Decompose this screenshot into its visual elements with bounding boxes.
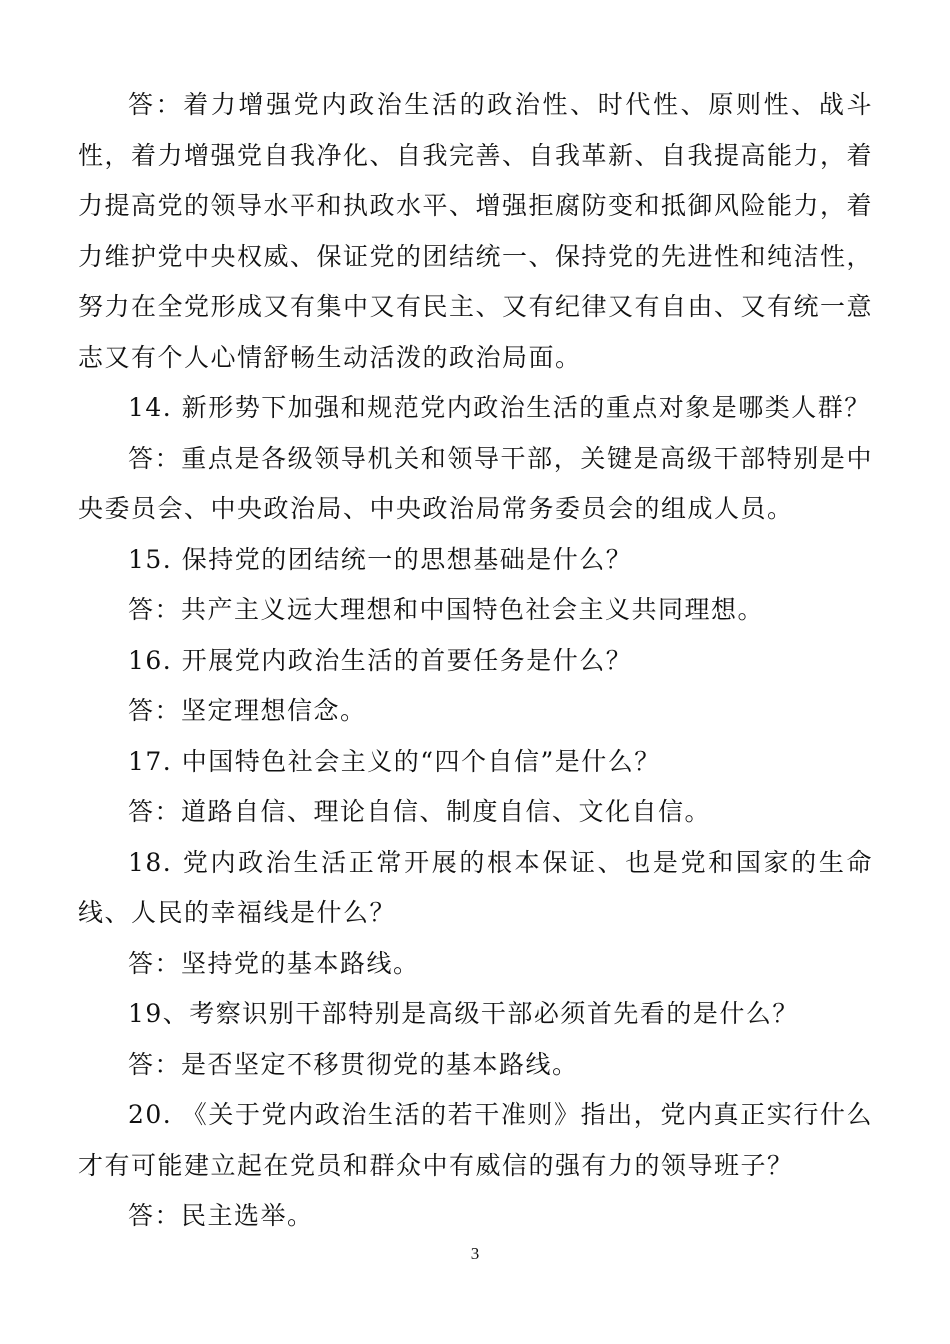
question-paragraph: 19、考察识别干部特别是高级干部必须首先看的是什么？ <box>128 999 799 1028</box>
question-paragraph: 17. 中国特色社会主义的“四个自信”是什么？ <box>128 746 661 776</box>
page-number: 3 <box>470 1244 480 1263</box>
answer-paragraph: 答：坚持党的基本路线。 <box>128 948 420 978</box>
answer-paragraph: 答：道路自信、理论自信、制度自信、文化自信。 <box>128 797 712 826</box>
question-paragraph: 20. 《关于党内政治生活的若干准则》指出，党内真正实行什么才有可能建立起在党员和群众中有威信的强有力的领导班子？ <box>78 1100 873 1180</box>
question-paragraph: 18. 党内政治生活正常开展的根本保证、也是党和国家的生命线、人民的幸福线是什么？ <box>78 847 873 927</box>
answer-paragraph: 答：民主选举。 <box>128 1201 314 1230</box>
answer-paragraph: 答：是否坚定不移贯彻党的基本路线。 <box>128 1049 579 1079</box>
answer-paragraph: 答：共产主义远大理想和中国特色社会主义共同理想。 <box>128 595 765 624</box>
answer-paragraph: 答：着力增强党内政治生活的政治性、时代性、原则性、战斗性，着力增强党自我净化、自我完善、自我革新、自我提高能力，着力提高党的领导水平和执政水平、增强拒腐防变和抵御风险能力，着力维护党中央权威、保证党的团结统一、保持党的先进性和纯洁性，努力在全党形成又有集中又有民主、又有纪律又有自由、又有统一意志又有个人心情舒畅生动活泼的政治局面。 <box>78 90 874 372</box>
document-body <box>78 80 873 1242</box>
question-paragraph: 15. 保持党的团结统一的思想基础是什么？ <box>128 544 633 574</box>
answer-paragraph: 答：坚定理想信念。 <box>128 696 367 725</box>
answer-paragraph: 答：重点是各级领导机关和领导干部，关键是高级干部特别是中央委员会、中央政治局、中央政治局常务委员会的组成人员。 <box>78 443 873 523</box>
question-paragraph: 14. 新形势下加强和规范党内政治生活的重点对象是哪类人群？ <box>128 393 871 422</box>
question-paragraph: 16. 开展党内政治生活的首要任务是什么？ <box>128 645 633 675</box>
